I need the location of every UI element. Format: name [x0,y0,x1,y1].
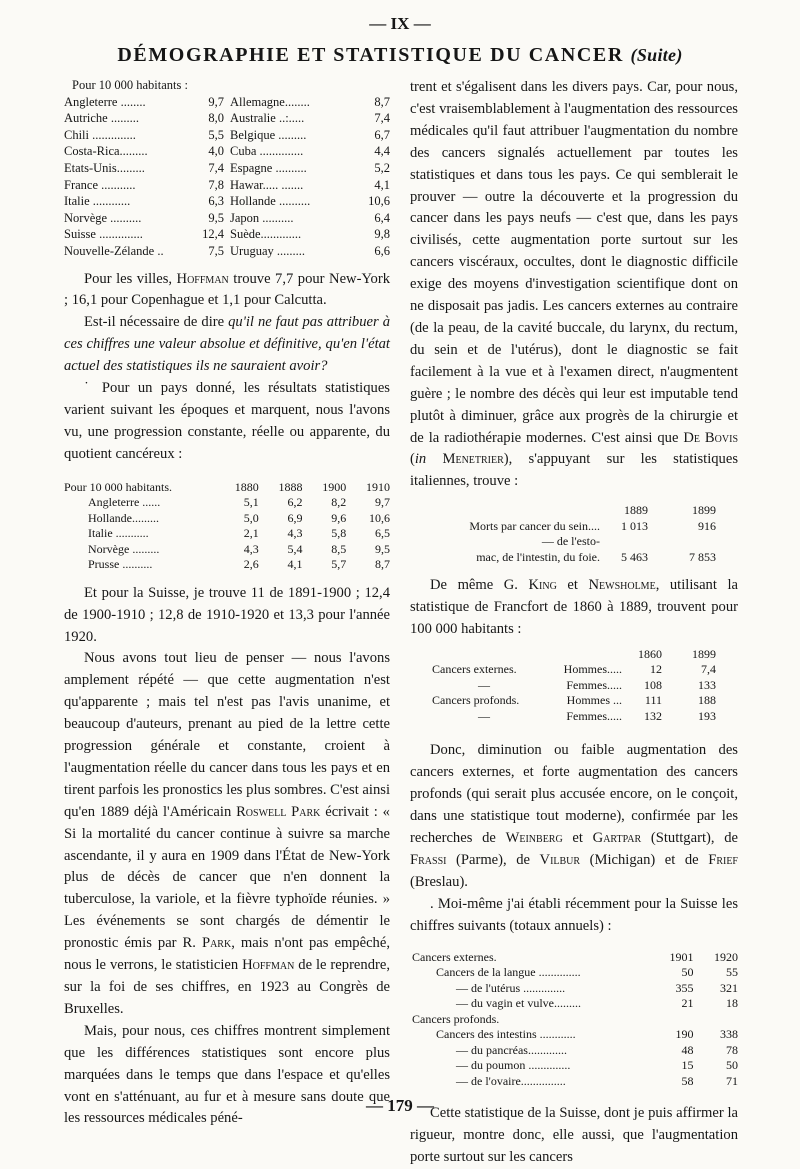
paragraph-question: Est-il nécessaire de dire qu'il ne faut pas attribuer à ces chiffres une valeur absolue et définitive, qu'en l'état actuel des statistiques ils ne sauraient avoir? [64,314,390,375]
country-entry [230,210,390,227]
country-entry [230,160,390,177]
table-cell: Cancers de la langue .............. [436,965,581,980]
right-column [410,77,738,1169]
country-name: Hawar..... ....... [230,177,304,192]
title-suffix: (Suite) [630,45,683,65]
table-cell: — de l'utérus .............. [456,980,566,995]
table-cell: 6,9 [287,510,303,525]
swiss-table [412,950,738,1090]
country-entry [230,143,390,160]
country-name: Belgique ......... [230,127,307,142]
table-cell: 4,3 [243,541,259,556]
country-entry [230,226,390,243]
country-value: 9,8 [374,227,390,242]
table-cell: mac, de l'intestin, du foie. [476,549,600,564]
table-header-cell [432,647,536,663]
table-row [64,495,390,511]
table-cell [600,534,648,550]
table-row [64,526,390,542]
frankfurt-table [432,647,716,725]
country-value: 4,1 [374,177,390,192]
table-row [412,1027,738,1043]
author-name: Roswell Park [236,803,321,820]
paragraph-francfort: De même G. King et Newsholme, utilisant la statistique de Francfort de 1860 à 1889, trouvent pour 100 000 habitants : [410,577,738,638]
country-entry [64,94,224,111]
country-name: Suède............. [230,227,302,242]
table-cell: — de l'esto- [541,534,600,549]
country-name: Australie ..:..... [230,111,305,126]
table-cell: 111 [644,693,662,708]
table-cell: 190 [675,1027,694,1042]
country-value: 6,7 [374,127,390,142]
country-entry [64,193,224,210]
year-table [64,480,390,573]
table-row [428,519,716,535]
author-name: Hoffman [176,270,229,287]
author-name: Menetrier [442,451,504,468]
paragraph-final: Cette statistique de la Suisse, dont je puis affirmer la rigueur, montre donc, elle aussi, que l'augmentation porte surtout sur les cancers [410,1105,738,1165]
table-cell: 5,4 [287,541,303,556]
table-cell: Femmes..... [566,708,622,723]
table-cell: Cancers des intestins ............ [436,1027,576,1042]
author-name: Park [201,935,232,952]
country-value: 8,7 [374,94,390,109]
table-header-cell [536,647,622,663]
table-row [412,965,738,981]
country-entry [230,177,390,194]
country-value: 7,4 [208,160,224,175]
country-name: Uruguay ......... [230,243,305,258]
table-cell: — du poumon .............. [456,1058,571,1073]
table-cell: 132 [644,708,662,723]
table-cell: 4,1 [287,557,303,572]
paragraph-donc: Donc, diminution ou faible augmentation des cancers externes, et forte augmentation des cancers profonds (qui serait plus accusée encore, on le conçoit, dans une statistique tout moderne), confirmée par les recherches de Weinberg et Gartpar (Stuttgart), de Frassi (Parme), de Vilbur (Michigan) et de Frief (Breslau). [410,742,738,890]
table-header-cell: 1860 [638,646,662,661]
paragraph-suisse: Et pour la Suisse, je trouve 11 de 1891-1900 ; 12,4 de 1900-1910 ; 12,8 de 1910-1920 et 13,3 pour l'année 1920. [64,584,390,645]
table-row [432,693,716,709]
table-cell: — [478,677,490,692]
table-header-cell: 1880 [234,479,259,494]
table-cell: 1920 [714,949,738,964]
table-cell: — du pancréas............. [456,1042,567,1057]
table-cell: 9,7 [375,495,390,510]
country-value: 7,5 [208,243,224,258]
country-value: 7,4 [374,111,390,126]
italy-table [428,503,716,565]
country-value: 4,4 [374,144,390,159]
page-number: — 179 — [366,1096,434,1115]
country-entry [64,110,224,127]
country-name: Angleterre ........ [64,94,146,109]
table-cell: 321 [720,980,738,995]
table-cell: Prusse .......... [88,557,153,572]
table-cell: 5,7 [331,557,347,572]
table-row [428,550,716,566]
table-cell: Cancers externes. [412,949,497,964]
country-value: 12,4 [202,227,224,242]
country-name: Espagne .......... [230,160,307,175]
table-cell: 916 [698,518,716,533]
table-cell: 193 [698,708,716,723]
author-name: Hoffman [242,957,295,974]
country-entry [230,94,390,111]
table-header-row [428,503,716,519]
table-cell: 7 853 [689,549,716,564]
author-name: King [528,577,557,594]
country-value: 6,6 [374,243,390,258]
country-name: Cuba .............. [230,144,304,159]
table-row [432,662,716,678]
table-row [64,110,390,127]
table-header-cell: Pour 10 000 habitants. [64,479,172,494]
country-entry [230,127,390,144]
table-row [412,1012,738,1028]
table-header-row [64,480,390,496]
table-cell: Hollande......... [88,510,159,525]
country-name: Allemagne........ [230,94,310,109]
country-name: France ........... [64,177,136,192]
country-value: 4,0 [208,144,224,159]
table-row [412,981,738,997]
table-header-cell: 1910 [366,479,390,494]
country-name: Suisse .............. [64,227,143,242]
table-cell: 55 [726,965,738,980]
country-entry [64,243,224,260]
table-cell: 355 [675,980,694,995]
country-value: 6,3 [208,194,224,209]
country-entry [64,226,224,243]
table-cell: 50 [726,1058,738,1073]
country-name: Chili .............. [64,127,136,142]
table-cell: Norvège ......... [88,541,160,556]
country-entry [64,177,224,194]
paragraph-progression: ˙ Pour un pays donné, les résultats statistiques varient suivant les époques et marquent, nous l'avons vu, une progression constante, réelle ou apparente, du quotient cancéreux : [64,380,390,462]
table-cell: 8,5 [331,541,347,556]
author-name: De Bovis [683,429,738,446]
table-row [64,243,390,260]
table-cell: 8,2 [331,495,347,510]
table-cell: 21 [681,996,694,1011]
table-cell: 18 [726,996,738,1011]
table-cell: 6,5 [375,526,390,541]
table-cell: 78 [726,1042,738,1057]
table-header-cell: 1899 [692,646,716,661]
country-entry [64,160,224,177]
table-row [64,210,390,227]
table-row [412,950,738,966]
table-cell: Angleterre ...... [88,495,161,510]
table-cell: 5,0 [243,510,259,525]
table-row [64,226,390,243]
table-cell: 10,6 [369,510,390,525]
table-row [64,193,390,210]
paragraph-villes: Pour les villes, Hoffman trouve 7,7 pour New-York ; 16,1 pour Copenhague et 1,1 pour Calcutta. [64,270,390,309]
left-column [64,77,390,1130]
table-header-cell [428,503,600,519]
paragraph-continuation: trent et s'égalisent dans les divers pays. Car, pour nous, c'est vraisemblablement à l'augmentation des ressources médicales qu'il faut attribuer l'augmentation du nombre des cancers signalés actuellement par toutes les statistiques et dans tous les pays. Ce qui semblerait le prouver — outre la découverte et la progression du cancer dans les pays neufs — c'est que, dans les pays civilisés, cette augmentation porte surtout sur les cancers viscéraux, occultes, dont le diagnostic difficile exige des moyens d'investigation scientifique dont on ne disposait pas jadis. Les cancers externes au contraire (de la peau, de la cavité buccale, du larynx, du rectum, du sein et de l'utérus), dont le diagnostic se fait facilement à la vue et à l'examen direct, n'augmentent guère ; le nombre des décès qui leur est imputable tend plutôt à diminuer, grâce aux progrès de la chirurgie et de la radiothérapie modernes. C'est ainsi que De Bovis (in Menetrier), s'appuyant sur les statistiques italiennes, trouve : [410,79,738,490]
country-value: 8,0 [208,111,224,126]
country-entry [64,127,224,144]
table-cell: 48 [681,1042,694,1057]
paragraph-augmentation: Nous avons tout lieu de penser — nous l'avons amplement répété — que cette augmentation n'est qu'apparente ; mais tel n'est pas l'avis unanime, et beaucoup d'auteurs, prenant au pied de la lettre cette progression générale et constante, croient à l'augmentation réelle du cancer dans tous les pays et en tirent parfois les pronostics les plus sombres. C'est ainsi qu'en 1889 déjà l'Américain Roswell Park écrivait : « Si la mortalité du cancer continue à suivre sa marche ascendante, il y aura en 1909 dans l'État de New-York plus de décès de cancer que n'en donnent la tuberculose, la variole, et la fièvre typhoïde réunies. » Les événements se sont chargés de démentir le pronostic émis par R. Park, mais n'ont pas empêché, nous le verrons, le statisticien Hoffman de le reprendre, sur la foi de ses chiffres, en 1923 au Congrès de Bruxelles. [64,650,390,1017]
table-row [432,709,716,725]
table-header-cell: 1899 [692,503,716,518]
table-cell: 108 [644,677,662,692]
country-name: Hollande .......... [230,194,311,209]
table-header-row [432,647,716,663]
table-cell: 1901 [669,949,694,964]
author-name: Newsholme [588,577,656,594]
table-cell: 9,5 [375,541,390,556]
table-cell: 338 [720,1027,738,1042]
table-cell: 2,6 [243,557,259,572]
table-cell: 6,2 [287,495,303,510]
page-roman-number: — IX — [369,14,431,33]
table-cell: — du vagin et vulve......... [456,996,581,1011]
table-cell: 7,4 [701,662,716,677]
country-name: Nouvelle-Zélande .. [64,243,164,258]
country-name: Norvège .......... [64,210,142,225]
country-entry [64,210,224,227]
country-value: 10,6 [368,194,390,209]
table-row [412,996,738,1012]
title-main: DÉMOGRAPHIE ET STATISTIQUE DU CANCER [117,44,624,66]
table-cell: 5,1 [243,495,259,510]
paragraph-conclusion-left: Mais, pour nous, ces chiffres montrent simplement que les différences statistiques sont encore plus marquées dans le temps que dans l'espace et qu'elles vont en s'atténuant, au fur et à mesure sans doute que les ressources médicales péné- [64,1022,390,1127]
table-cell: 5 463 [621,549,648,564]
country-value: 9,7 [208,94,224,109]
country-entry [64,143,224,160]
country-name: Japon .......... [230,210,294,225]
table-row [64,177,390,194]
country-name: Italie ............ [64,194,131,209]
table-header-cell: 1900 [322,479,347,494]
table-row [64,127,390,144]
table-cell: 71 [726,1073,738,1088]
table-cell: 8,7 [375,557,390,572]
table-cell: 188 [698,693,716,708]
table-cell [694,1012,739,1028]
table-cell: 133 [698,677,716,692]
table-cell: Italie ........... [88,526,149,541]
table-row [412,1074,738,1090]
table-row [64,160,390,177]
country-entry [230,243,390,260]
table-cell: Morts par cancer du sein.... [469,518,600,533]
table-cell: Hommes ... [566,693,622,708]
table-row [64,557,390,573]
table-cell: 58 [681,1073,694,1088]
country-table [64,94,390,260]
table-cell [645,1012,694,1028]
table-cell: Femmes..... [566,677,622,692]
table-row [64,511,390,527]
table-cell: — de l'ovaire............... [456,1073,566,1088]
country-table-heading: Pour 10 000 habitants : [72,78,188,92]
paragraph-moi-meme: . Moi-même j'ai établi récemment pour la Suisse les chiffres suivants (totaux annuels) : [410,895,738,934]
table-row [412,1043,738,1059]
country-entry [230,193,390,210]
table-cell: — [478,708,490,723]
country-entry [230,110,390,127]
table-cell [648,534,716,550]
page-title [0,44,800,67]
table-row [64,542,390,558]
table-header-cell: 1888 [278,479,303,494]
country-value: 5,2 [374,160,390,175]
table-cell: 1 013 [621,518,648,533]
table-row [412,1058,738,1074]
table-header-cell: 1889 [624,503,648,518]
table-cell: 15 [681,1058,694,1073]
table-cell: 4,3 [287,526,303,541]
table-row [64,94,390,111]
country-value: 7,8 [208,177,224,192]
table-cell: Cancers profonds. [412,1011,500,1026]
table-cell: 9,6 [331,510,347,525]
table-cell: Cancers externes. [432,662,517,677]
country-name: Autriche ......... [64,111,139,126]
table-cell: 12 [650,662,662,677]
table-row [432,678,716,694]
table-cell: 50 [681,965,694,980]
country-value: 6,4 [374,210,390,225]
country-name: Costa-Rica......... [64,144,148,159]
table-row [428,534,716,550]
table-cell: Hommes..... [563,662,622,677]
table-cell: 5,8 [331,526,347,541]
country-name: Etats-Unis......... [64,160,145,175]
country-value: 5,5 [208,127,224,142]
table-row [64,143,390,160]
table-cell: 2,1 [243,526,259,541]
table-cell: Cancers profonds. [432,693,520,708]
country-value: 9,5 [208,210,224,225]
